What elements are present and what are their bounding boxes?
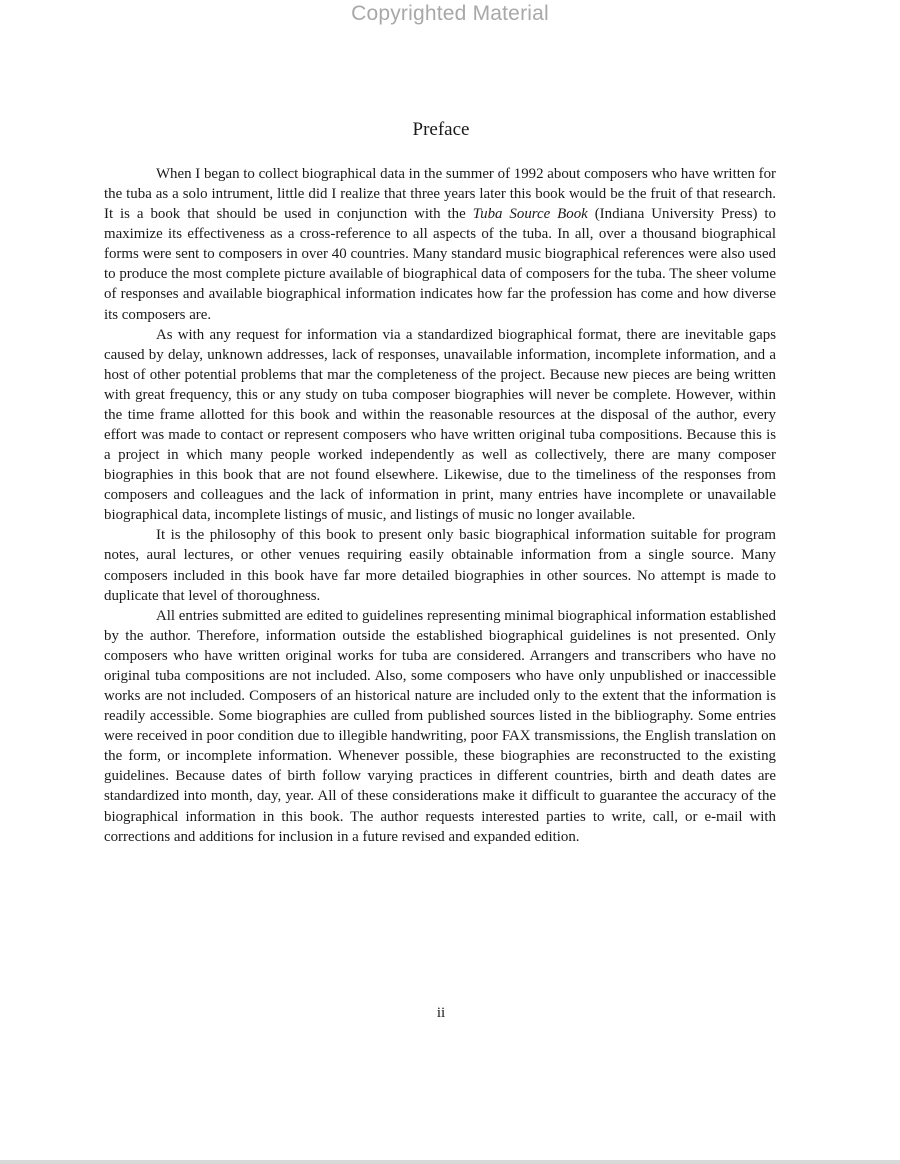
page-bottom-edge — [0, 1160, 900, 1164]
page-number: ii — [436, 1005, 446, 1021]
book-title-italic: Tuba Source Book — [472, 206, 588, 223]
paragraph-1 — [104, 164, 776, 325]
page-title: Preface — [412, 119, 470, 140]
paragraph-2: As with any request for information via a standardized biographical format, there are inevitable gaps caused by delay, unknown addresses, lack of responses, unavailable information, incomplete information, and a host of other potential problems that mar the completeness of the project. Because new pieces are being written with great frequency, this or any study on tuba composer biographies will never be complete. However, within the time frame allotted for this book and within the reasonable resources at the disposal of the author, every effort was made to contact or represent composers who have written original tuba compositions. Because this is a project in which many people worked independently as well as collectively, there are many composer biographies in this book that are not found elsewhere. Likewise, due to the timeliness of the responses from composers and colleagues and the lack of information in print, many entries have incomplete or unavailable biographical data, incomplete listings of music, and listings of music no longer available. — [104, 326, 776, 524]
paragraph-4: All entries submitted are edited to guidelines representing minimal biographical information established by the author. Therefore, information outside the established biographical guidelines is not presented. Only composers who have written original works for tuba are considered. Arrangers and transcribers who have no original tuba compositions are not included. Also, some composers who have only unpublished or inaccessible works are not included. Composers of an historical nature are included only to the extent that the information is readily accessible. Some biographies are culled from published sources listed in the bibliography. Some entries were received in poor condition due to illegible handwriting, poor FAX transmissions, the English translation on the form, or incomplete information. Whenever possible, these biographies are reconstructed to the existing guidelines. Because dates of birth follow varying practices in different countries, birth and death dates are standardized into month, day, year. All of these considerations make it difficult to guarantee the accuracy of the biographical information in this book. The author requests interested parties to write, call, or e-mail with corrections and additions for inclusion in a future revised and expanded edition. — [104, 607, 776, 845]
paragraph-3: It is the philosophy of this book to present only basic biographical information suitable for program notes, aural lectures, or other venues requiring easily obtainable information from a single source. Many composers included in this book have far more detailed biographies in other sources. No attempt is made to duplicate that level of thoroughness. — [104, 527, 776, 604]
paragraph-1-text-after: (Indiana University Press) to maximize its effectiveness as a cross-reference to all aspects of the tuba. In all, over a thousand biographical forms were sent to composers in over 40 countries. Many standard music biographical references were also used to produce the most complete picture available of biographical data of composers for the tuba. The sheer volume of responses and available biographical information indicates how far the profession has come and how diverse its composers are. — [104, 206, 776, 323]
preface-body — [104, 164, 776, 847]
copyright-watermark: Copyrighted Material — [351, 2, 549, 25]
paragraph-1-text-before: When I began to collect biographical data in the summer of 1992 about composers who have written for the tuba as a solo intrument, little did I realize that three years later this book would be the fruit of that research. It is a book that should be used in conjunction with the — [104, 166, 776, 223]
